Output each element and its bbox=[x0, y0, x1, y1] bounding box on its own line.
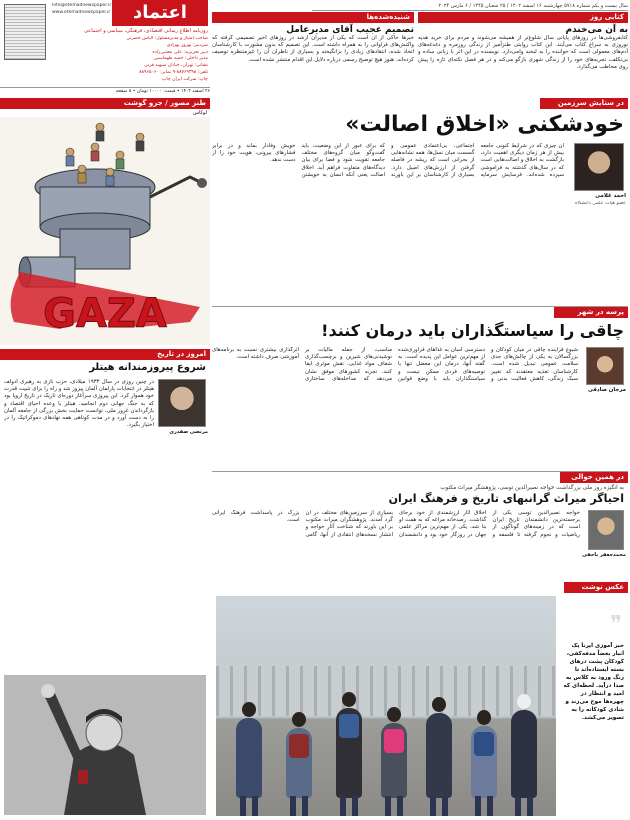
hitler-photo bbox=[4, 675, 206, 815]
author-name: مرتضی صفدری bbox=[169, 429, 208, 435]
section-header: امروز در تاریخ bbox=[0, 349, 210, 360]
child-figure bbox=[336, 708, 362, 798]
article-headline[interactable]: چاقی را سیاستگذاران باید درمان کنند! bbox=[321, 321, 624, 340]
article-body: خبرها حاکی از آن است که یکی از مدیران ارشد در روزهای اخیر تصمیمی گرفته که واکنش‌های فراوانی را به همراه داشته است. این تصمیم که بدون مشورت با کارشناسان اتخاذ شده، انتقادهای زیادی را برانگیخته و بسیاری از ناظران آن را غیرمنتظره توصیف کرده‌اند. هنوز هیچ توضیح رسمی درباره دلایل این اقدام منتشر نشده است. bbox=[212, 35, 414, 63]
child-figure bbox=[511, 710, 537, 798]
history-headline[interactable]: شروع پیروزمندانه هیتلر bbox=[89, 362, 206, 373]
article-kicker: به انگیزه روز ملی بزرگداشت خواجه نصیرالدین توسی، پژوهشگر میراث مکتوب bbox=[440, 485, 624, 491]
staff-line: دبیر تحریریه: علی مجتبی‌زاده bbox=[152, 49, 208, 55]
quote-icon: ❞ bbox=[610, 612, 622, 637]
cartoon-image bbox=[0, 117, 210, 345]
cartoon-credit: لوکاس bbox=[192, 110, 207, 116]
child-figure bbox=[381, 723, 407, 798]
kids-photo bbox=[216, 596, 556, 816]
cartoon-block bbox=[0, 98, 210, 348]
article-body: خواجه نصیرالدین توسی یکی از برجسته‌ترین دانشمندان تاریخ ایران است که در زمینه‌های گوناگون از ریاضیات و نجوم گرفته تا فلسفه و اخلاق آثار ارزشمندی از خود برجای گذاشت. رصدخانه مراغه که به همت او بنا شد، یکی از مهم‌ترین مراکز علمی جهان در روزگار خود بود و دانشمندان بسیاری از سرزمین‌های مختلف در آن گرد آمدند. پژوهشگران میراث مکتوب بر این باورند که شناخت آثار خواجه و انتشار نسخه‌های انتقادی از آنها، گامی بزرگ در پاسداشت فرهنگ ایرانی است. bbox=[212, 510, 580, 538]
section-header: پرسه در شهر bbox=[554, 307, 628, 318]
article-body: آن چیزی که در شرایط کنونی جامعه بیش از هر زمان دیگری اهمیت دارد، بازگشت به اخلاق و اصالت‌هایی است که در سال‌های گذشته به فراموشی سپرده شده‌اند. فرسایش سرمایه اجتماعی، بی‌اعتمادی عمومی و گسست میان نسل‌ها، همه نشانه‌هایی از بحرانی است که ریشه در فاصله گرفتن از ارزش‌های اصیل دارد. بسیاری از کارشناسان بر این باورند که برای عبور از این وضعیت، باید گفت‌وگو میان گروه‌های مختلف جامعه تقویت شود و فضا برای بیان دیدگاه‌های متفاوت فراهم آید. اخلاق اصالت یعنی آنکه انسان به خویشتن خویش وفادار بماند و در برابر فشارهای بیرونی، هویت خود را از دست ندهد. bbox=[212, 143, 564, 178]
logo: اعتماد bbox=[112, 0, 208, 26]
staff-line: نشانی: تهران، خیابان سپهبد قرنی bbox=[143, 63, 208, 69]
author-photo bbox=[586, 347, 624, 385]
issue-line: سال بیست و یکم شماره ۵۷۱۸ چهارشنبه ۱۶ اسفند ۱۴۰۲ / ۲۵ شعبان ۱۴۴۵ / ۶ مارس ۲۰۲۴ bbox=[312, 3, 628, 11]
child-figure bbox=[236, 718, 262, 798]
photo-caption: خبر آموزی ایرنا یک انبار بعضاً مدفه‌کفی، کودکان پشت درهای بسته ایستاده‌اند تا زنگ ورود به کلاس به صدا درآید. لحظه‌ای که امید و انتظار در چهره‌ها موج می‌زند و شادی کودکانه را به تصویر می‌کشد. bbox=[563, 643, 624, 721]
article-headline[interactable]: احیاگر میراث گرانبهای تاریخ و فرهنگ ایران bbox=[388, 492, 624, 505]
section-header: طنز مصور / جزو گوشت bbox=[0, 98, 210, 109]
main-article-1 bbox=[212, 98, 628, 306]
author-photo bbox=[588, 510, 624, 550]
section-header: در همین حوالی bbox=[560, 472, 628, 483]
web-text: www.etemadnewspaper.ir bbox=[52, 10, 111, 15]
section-header: کتابی روز bbox=[418, 12, 628, 23]
article-body: کتابفروشی‌ها در روزهای پایانی سال شلوغ‌تر از همیشه می‌شوند و مردم برای خرید هدیه نوروزی به سراغ کتاب می‌آیند. این کتاب روایتی طنزآمیز از زندگی روزمره و دغدغه‌های آدم‌های معمولی است که خواننده را به لبخند وامی‌دارد. نویسنده در این اثر با زبانی ساده و بی‌تکلف، تجربه‌های خود را از زندگی شهری بازگو می‌کند و در هر فصل نکته‌ای تازه را پیش روی مخاطب می‌گذارد. bbox=[418, 35, 628, 70]
author-role: عضو هیات علمی دانشگاه bbox=[575, 201, 626, 206]
email-text: Info@etemadnewspaper.ir bbox=[52, 3, 112, 8]
main-article-2 bbox=[212, 306, 628, 471]
staff-line: سردبیر: بهروز بهزادی bbox=[166, 42, 208, 48]
masthead-footer: ۲۶ اسفند ۱۴۰۲ • قیمت: ۱۰۰۰۰ تومان • ۸ صفحه bbox=[0, 87, 210, 95]
staff-line: صاحب امتیاز و مدیرمسئول: الیاس حضرتی bbox=[126, 36, 208, 41]
author-name: احمد غلامی bbox=[595, 193, 626, 199]
article-headline[interactable]: به آن می‌خندم bbox=[565, 25, 628, 35]
child-figure bbox=[426, 713, 452, 798]
top-right-article bbox=[418, 12, 628, 98]
staff-line: چاپ: شرکت ایران چاپ bbox=[162, 76, 208, 82]
article-body: شیوع فزاینده چاقی در میان کودکان و بزرگسالان به یکی از چالش‌های جدی سلامت عمومی تبدیل شده است. کارشناسان تغذیه معتقدند که تغییر سبک زندگی، کاهش فعالیت بدنی و دسترسی آسان به غذاهای فرآوری‌شده از مهم‌ترین عوامل این پدیده است. به گفته آنها، درمان این معضل تنها با توصیه‌های فردی ممکن نیست و سیاستگذاران باید با وضع قوانین مناسب، از جمله مالیات بر نوشیدنی‌های شیرین و برچسب‌گذاری شفاف مواد غذایی، نقش موثری ایفا کنند. تجربه کشورهای موفق نشان می‌دهد که مداخله‌های ساختاری اثرگذاری بیشتری نسبت به برنامه‌های آموزشی صرف داشته است. bbox=[212, 347, 578, 382]
article-headline[interactable]: تصمیم عجیب آقای مدیرعامل bbox=[286, 25, 414, 35]
top-middle-article bbox=[212, 12, 414, 98]
history-body: در چنین روزی در سال ۱۹۳۳ میلادی، حزب نازی به رهبری آدولف هیتلر در انتخابات پارلمان آلمان پیروز شد و راه را برای تثبیت قدرت خود هموار کرد. این پیروزی سرآغاز دوره‌ای تاریک در تاریخ اروپا بود که به جنگ جهانی دوم انجامید. هیتلر با وعده احیای اقتصاد و بازگرداندن غرور ملی، توانست حمایت بخش بزرگی از جامعه آلمان را به دست آورد و در مدت کوتاهی همه نهادهای دموکراتیک را در اختیار بگیرد. bbox=[4, 379, 154, 429]
author-name: محمدجعفر یاحقی bbox=[582, 552, 626, 558]
history-block bbox=[0, 349, 210, 820]
staff-list bbox=[50, 36, 208, 86]
child-figure bbox=[471, 726, 497, 798]
section-header: در ستایش سرزمین bbox=[540, 98, 628, 109]
section-header: شنیده‌شده‌ها bbox=[212, 12, 414, 23]
staff-line: تلفن: ۸۸۷۶۹۳۹۸-۹ نمابر: ۸۸۹۶۵۰۶۰ bbox=[139, 69, 208, 75]
child-figure bbox=[286, 728, 312, 798]
section-header: عکس نوشت bbox=[564, 582, 628, 593]
author-name: مرجان صادقی bbox=[587, 387, 626, 393]
photo-block bbox=[212, 582, 628, 820]
cartoon-word: GAZA bbox=[43, 291, 167, 337]
author-photo bbox=[574, 143, 624, 191]
masthead bbox=[0, 0, 210, 95]
tagline: روزنامه اطلاع رسانی اقتصادی، فرهنگی، سیاسی و اجتماعی bbox=[84, 28, 208, 34]
front-page-thumbnail bbox=[4, 4, 46, 60]
author-photo bbox=[158, 379, 206, 427]
article-headline[interactable]: خودشکنی «اخلاق اصالت» bbox=[345, 112, 624, 137]
main-article-3 bbox=[212, 471, 628, 581]
staff-line: مدیر داخلی: حمید طهماسبی bbox=[153, 56, 208, 62]
